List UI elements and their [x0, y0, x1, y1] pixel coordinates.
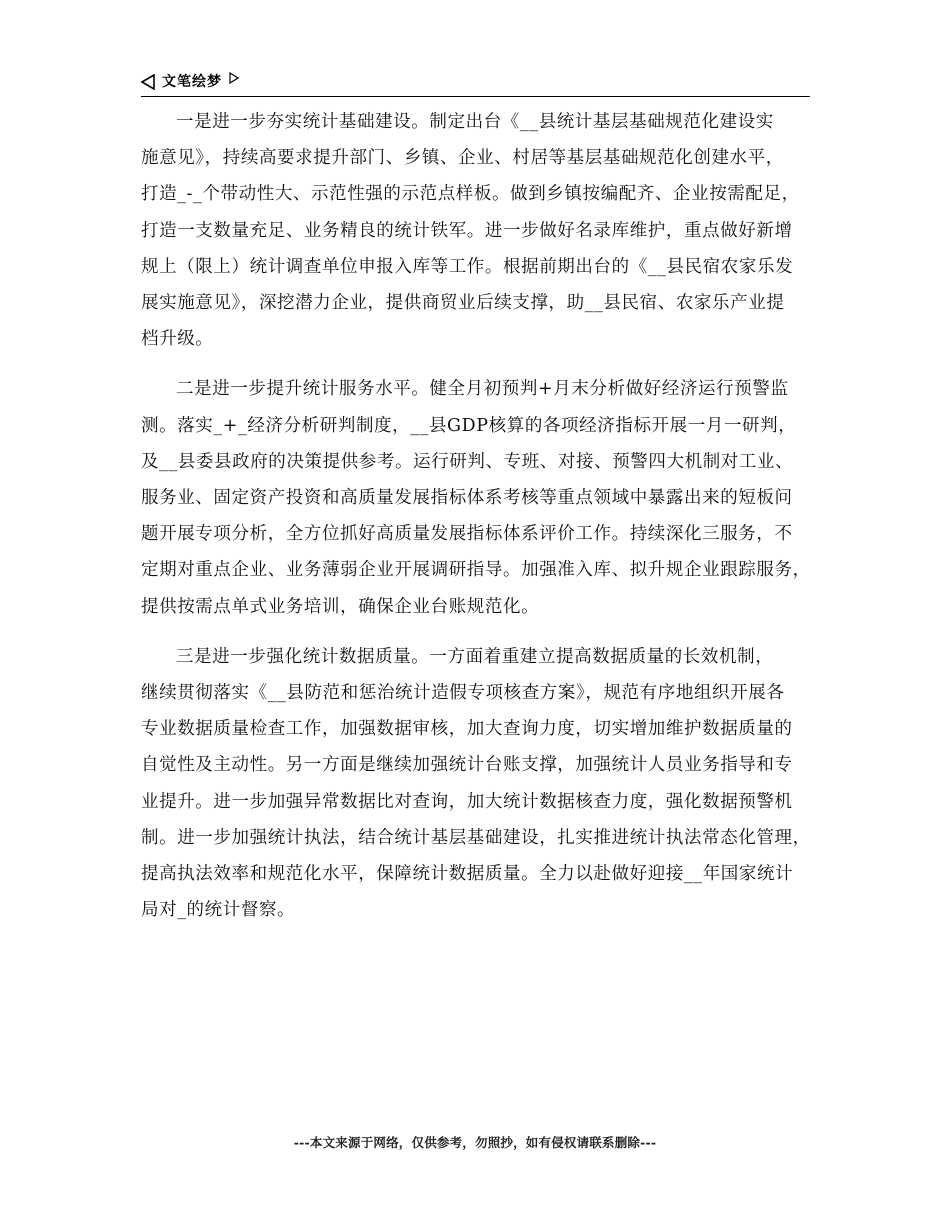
text-line: 专业数据质量检查工作，加强数据审核，加大查询力度，切实增加维护数据质量的	[141, 719, 793, 740]
text-line: 打造一支数量充足、业务精良的统计铁军。进一步做好名录库维护，重点做好新增	[141, 220, 793, 241]
text-line: 规上（限上）统计调查单位申报入库等工作。根据前期出台的《__县民宿农家乐发	[141, 256, 794, 277]
brand-label: 文笔绘梦	[162, 74, 222, 90]
text-line: 三是进一步强化统计数据质量。一方面着重建立提高数据质量的长效机制，	[176, 646, 774, 667]
text-line: 继续贯彻落实《__县防范和惩治统计造假专项核查方案》，规范有序地组织开展各	[141, 683, 785, 704]
text-line: 题开展专项分析，全方位抓好高质量发展指标体系评价工作。持续深化三服务，不	[141, 524, 793, 545]
text-line: 提供按需点单式业务培训，确保企业台账规范化。	[141, 596, 540, 617]
text-line: 制。进一步加强统计执法，结合统计基层基础建设，扎实推进统计执法常态化管理，	[141, 827, 811, 848]
page-header	[141, 72, 810, 97]
paragraph-3	[141, 639, 821, 929]
text-line: 测。落实_+_经济分析研判制度，__县GDP核算的各项经济指标开展一月一研判，	[141, 415, 797, 436]
text-line: 打造_-_个带动性大、示范性强的示范点样板。做到乡镇按编配齐、企业按需配足，	[141, 184, 800, 205]
text-line: 业提升。进一步加强异常数据比对查询，加大统计数据核查力度，强化数据预警机	[141, 791, 793, 812]
triangle-right-icon	[229, 72, 239, 84]
text-line: 自觉性及主动性。另一方面是继续加强统计台账支撑，加强统计人员业务指导和专	[141, 755, 793, 776]
text-line: 展实施意见》，深挖潜力企业，提供商贸业后续支撑，助__县民宿、农家乐产业提	[141, 293, 785, 314]
footer-disclaimer: ---本文来源于网络，仅供参考，勿照抄，如有侵权请联系删除---	[293, 1135, 657, 1150]
text-line: 定期对重点企业、业务薄弱企业开展调研指导。加强准入库、拟升规企业跟踪服务，	[141, 560, 811, 581]
document-body	[141, 104, 821, 942]
paragraph-1	[141, 104, 821, 357]
text-line: 二是进一步提升统计服务水平。健全月初预判+月末分析做好经济运行预警监	[176, 379, 789, 400]
triangle-left-icon	[141, 74, 155, 90]
text-line: 提高执法效率和规范化水平，保障统计数据质量。全力以赴做好迎接__年国家统计	[141, 864, 794, 885]
text-line: 服务业、固定资产投资和高质量发展指标体系考核等重点领域中暴露出来的短板问	[141, 488, 793, 509]
text-line: 及__县委县政府的决策提供参考。运行研判、专班、对接、预警四大机制对工业、	[141, 451, 794, 472]
paragraph-2	[141, 371, 821, 624]
text-line: 施意见》，持续高要求提升部门、乡镇、企业、村居等基层基础规范化创建水平，	[141, 148, 784, 169]
text-line: 局对_的统计督察。	[141, 900, 296, 921]
text-line: 一是进一步夯实统计基础建设。制定出台《__县统计基层基础规范化建设实	[176, 112, 774, 132]
text-line: 档升级。	[141, 329, 214, 350]
